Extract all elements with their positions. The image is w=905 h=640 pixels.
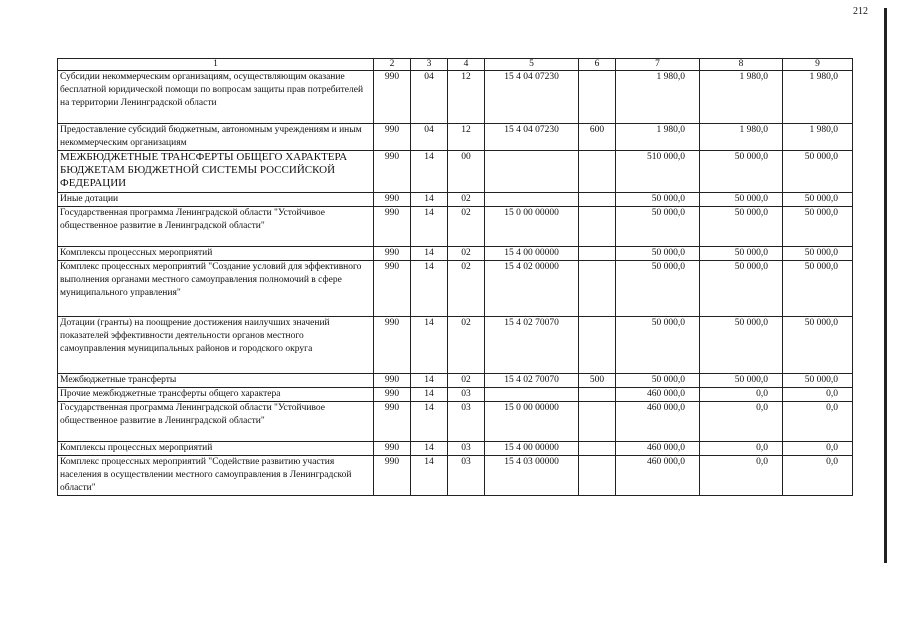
cell-c3: 14 [411,247,448,261]
row-name: Комплексы процессных мероприятий [58,442,374,456]
cell-c5: 15 0 00 00000 [485,402,579,442]
cell-c4: 02 [448,207,485,247]
table-row [58,317,853,374]
cell-c7: 460 000,0 [616,402,700,442]
cell-c8: 0,0 [700,402,783,442]
cell-c6 [579,456,616,496]
column-number: 9 [783,59,853,71]
cell-c2: 990 [374,388,411,402]
cell-c2: 990 [374,71,411,124]
cell-c4: 02 [448,193,485,207]
cell-c7: 50 000,0 [616,207,700,247]
column-number: 4 [448,59,485,71]
cell-c6: 600 [579,124,616,151]
table-row [58,261,853,317]
row-name: Комплекс процессных мероприятий "Содействие развитию участия населения в осуществлении местного самоуправления в Ленинградской области" [58,456,374,496]
cell-c9: 1 980,0 [783,124,853,151]
cell-c5: 15 4 04 07230 [485,124,579,151]
table-row [58,151,853,193]
cell-c4: 03 [448,388,485,402]
cell-c6 [579,207,616,247]
cell-c5: 15 4 00 00000 [485,442,579,456]
cell-c2: 990 [374,207,411,247]
column-number: 6 [579,59,616,71]
cell-c8: 1 980,0 [700,124,783,151]
cell-c7: 1 980,0 [616,71,700,124]
row-name: Межбюджетные трансферты [58,374,374,388]
column-number: 1 [58,59,374,71]
cell-c2: 990 [374,442,411,456]
row-name: Прочие межбюджетные трансферты общего характера [58,388,374,402]
row-name: Дотации (гранты) на поощрение достижения наилучших значений показателей эффективности деятельности органов местного самоуправления муниципальных районов и городского округа [58,317,374,374]
table-row [58,207,853,247]
table-row [58,456,853,496]
cell-c4: 02 [448,247,485,261]
cell-c3: 14 [411,193,448,207]
cell-c6 [579,151,616,193]
cell-c9: 50 000,0 [783,317,853,374]
cell-c4: 12 [448,124,485,151]
cell-c6 [579,442,616,456]
cell-c6 [579,71,616,124]
cell-c3: 14 [411,151,448,193]
cell-c6 [579,261,616,317]
cell-c6: 500 [579,374,616,388]
row-name: Иные дотации [58,193,374,207]
cell-c2: 990 [374,317,411,374]
cell-c9: 0,0 [783,402,853,442]
cell-c5: 15 4 02 70070 [485,317,579,374]
cell-c7: 50 000,0 [616,374,700,388]
column-number: 7 [616,59,700,71]
row-name: Предоставление субсидий бюджетным, автономным учреждениям и иным некоммерческим организациям [58,124,374,151]
cell-c5 [485,193,579,207]
cell-c4: 12 [448,71,485,124]
cell-c2: 990 [374,261,411,317]
column-number: 8 [700,59,783,71]
cell-c9: 50 000,0 [783,374,853,388]
row-name: Государственная программа Ленинградской области "Устойчивое общественное развитие в Ленинградской области" [58,402,374,442]
cell-c5: 15 4 00 00000 [485,247,579,261]
cell-c9: 50 000,0 [783,207,853,247]
cell-c7: 460 000,0 [616,456,700,496]
cell-c9: 50 000,0 [783,193,853,207]
row-name: МЕЖБЮДЖЕТНЫЕ ТРАНСФЕРТЫ ОБЩЕГО ХАРАКТЕРА БЮДЖЕТАМ БЮДЖЕТНОЙ СИСТЕМЫ РОССИЙСКОЙ ФЕДЕРАЦИИ [58,151,374,193]
cell-c8: 50 000,0 [700,151,783,193]
cell-c4: 03 [448,442,485,456]
cell-c5: 15 4 04 07230 [485,71,579,124]
cell-c3: 14 [411,374,448,388]
column-number: 3 [411,59,448,71]
cell-c7: 1 980,0 [616,124,700,151]
cell-c3: 14 [411,261,448,317]
cell-c7: 510 000,0 [616,151,700,193]
cell-c7: 50 000,0 [616,261,700,317]
page-number: 212 [853,6,868,17]
row-name: Субсидии некоммерческим организациям, осуществляющим оказание бесплатной юридической помощи по вопросам защиты прав потребителей на территории Ленинградской области [58,71,374,124]
table-row [58,388,853,402]
cell-c8: 50 000,0 [700,317,783,374]
table-row [58,374,853,388]
cell-c8: 1 980,0 [700,71,783,124]
cell-c5: 15 4 02 70070 [485,374,579,388]
cell-c6 [579,193,616,207]
cell-c8: 50 000,0 [700,207,783,247]
cell-c9: 0,0 [783,388,853,402]
cell-c2: 990 [374,151,411,193]
cell-c8: 50 000,0 [700,247,783,261]
column-number-row [58,59,853,71]
cell-c3: 14 [411,456,448,496]
cell-c9: 0,0 [783,456,853,496]
cell-c6 [579,388,616,402]
budget-table [57,58,853,496]
cell-c2: 990 [374,124,411,151]
cell-c5 [485,388,579,402]
cell-c3: 04 [411,71,448,124]
column-number: 2 [374,59,411,71]
cell-c6 [579,247,616,261]
cell-c9: 50 000,0 [783,247,853,261]
cell-c4: 02 [448,317,485,374]
cell-c2: 990 [374,193,411,207]
cell-c7: 460 000,0 [616,388,700,402]
cell-c5 [485,151,579,193]
cell-c7: 50 000,0 [616,247,700,261]
cell-c8: 50 000,0 [700,374,783,388]
cell-c7: 50 000,0 [616,317,700,374]
column-number: 5 [485,59,579,71]
cell-c3: 14 [411,402,448,442]
cell-c8: 0,0 [700,442,783,456]
cell-c3: 14 [411,317,448,374]
cell-c9: 1 980,0 [783,71,853,124]
cell-c4: 00 [448,151,485,193]
page-edge-rule [884,8,887,563]
table-row [58,124,853,151]
cell-c5: 15 4 02 00000 [485,261,579,317]
cell-c2: 990 [374,374,411,388]
cell-c8: 0,0 [700,456,783,496]
table-row [58,193,853,207]
cell-c2: 990 [374,402,411,442]
cell-c6 [579,402,616,442]
row-name: Комплекс процессных мероприятий "Создание условий для эффективного выполнения органами местного самоуправления полномочий в сфере муниципального управления" [58,261,374,317]
cell-c8: 50 000,0 [700,261,783,317]
cell-c3: 04 [411,124,448,151]
cell-c7: 50 000,0 [616,193,700,207]
row-name: Государственная программа Ленинградской области "Устойчивое общественное развитие в Ленинградской области" [58,207,374,247]
cell-c4: 02 [448,374,485,388]
cell-c3: 14 [411,442,448,456]
table-row [58,442,853,456]
cell-c7: 460 000,0 [616,442,700,456]
cell-c4: 03 [448,456,485,496]
cell-c3: 14 [411,207,448,247]
cell-c2: 990 [374,247,411,261]
cell-c5: 15 0 00 00000 [485,207,579,247]
cell-c5: 15 4 03 00000 [485,456,579,496]
row-name: Комплексы процессных мероприятий [58,247,374,261]
cell-c8: 50 000,0 [700,193,783,207]
table-row [58,71,853,124]
cell-c4: 03 [448,402,485,442]
cell-c9: 50 000,0 [783,261,853,317]
cell-c2: 990 [374,456,411,496]
cell-c6 [579,317,616,374]
cell-c9: 0,0 [783,442,853,456]
cell-c3: 14 [411,388,448,402]
cell-c4: 02 [448,261,485,317]
cell-c8: 0,0 [700,388,783,402]
table-row [58,402,853,442]
table-row [58,247,853,261]
cell-c9: 50 000,0 [783,151,853,193]
